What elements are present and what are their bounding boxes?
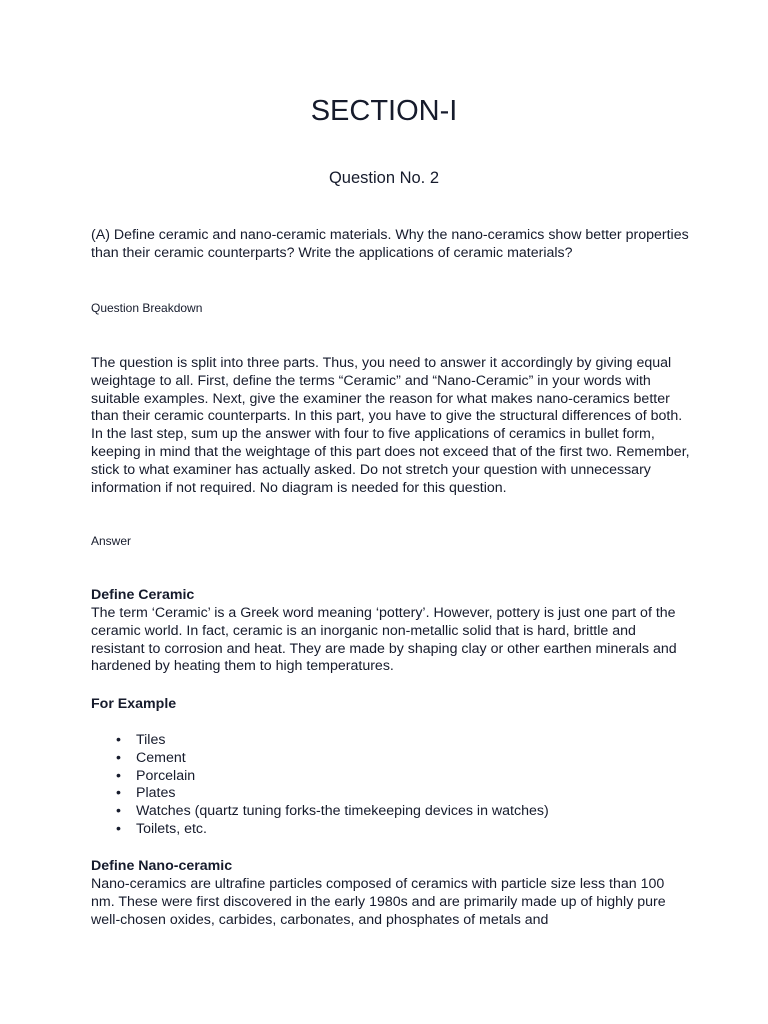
define-nano-text: Nano-ceramics are ultrafine particles composed of ceramics with particle size less than 100 nm. These were first discovered in the early 1980s and are primarily made up of highly pure well-chosen oxides, carbides, carbonates, and phosphates of metals and (91, 876, 666, 928)
breakdown-text: The question is split into three parts. Thus, you need to answer it accordingly by giving equal weightage to all. First, define the terms “Ceramic” and “Nano-Ceramic” in your words with suitable examples. Next, give the examiner the reason for what makes nano-ceramics better than their ceramic counterparts. In this part, you have to give the structural differences of both. In the last step, sum up the answer with four to five applications of ceramics in bullet form, keeping in mind that the weightage of this part does not exceed that of the first two. Remember, stick to what examiner has actually asked. Do not stretch your question with unnecessary information if not required. No diagram is needed for this question. (91, 355, 690, 496)
list-item (91, 750, 691, 768)
examples-list (91, 732, 691, 839)
bullet-icon: • (116, 732, 121, 748)
list-item (91, 803, 691, 821)
bullet-icon: • (116, 803, 121, 820)
examples-heading: For Example (91, 696, 177, 712)
list-item-text: Watches (quartz tuning forks-the timekeeping devices in watches) (136, 803, 549, 820)
bullet-icon: • (116, 785, 121, 802)
list-item-text: Cement (136, 749, 186, 766)
list-item (91, 785, 691, 803)
list-item-text: Porcelain (136, 767, 196, 784)
bullet-icon: • (116, 820, 121, 837)
bullet-icon: • (116, 767, 121, 784)
question-text: (A) Define ceramic and nano-ceramic materials. Why the nano-ceramics show better properties than their ceramic counterparts? Write the applications of ceramic materials? (91, 227, 689, 261)
list-item-text: Tiles (136, 732, 166, 748)
list-item (91, 768, 691, 786)
bullet-icon: • (116, 749, 121, 766)
define-nano-heading: Define Nano-ceramic (91, 858, 233, 874)
define-ceramic-heading: Define Ceramic (91, 587, 195, 603)
section-title: SECTION-I (310, 95, 458, 127)
define-ceramic-text: The term ‘Ceramic’ is a Greek word meaning ‘pottery’. However, pottery is just one part of the ceramic world. In fact, ceramic is an inorganic non-metallic solid that is hard, brittle and resistant to corrosion and heat. They are made by shaping clay or other earthen minerals and hardened by heating them to high temperatures. (91, 605, 677, 675)
list-item-text: Plates (136, 785, 176, 802)
list-item-text: Toilets, etc. (136, 820, 207, 837)
question-number: Question No. 2 (328, 169, 440, 187)
list-item (91, 821, 691, 839)
list-item (91, 732, 691, 750)
breakdown-heading: Question Breakdown (91, 301, 203, 315)
answer-heading: Answer (91, 534, 132, 548)
